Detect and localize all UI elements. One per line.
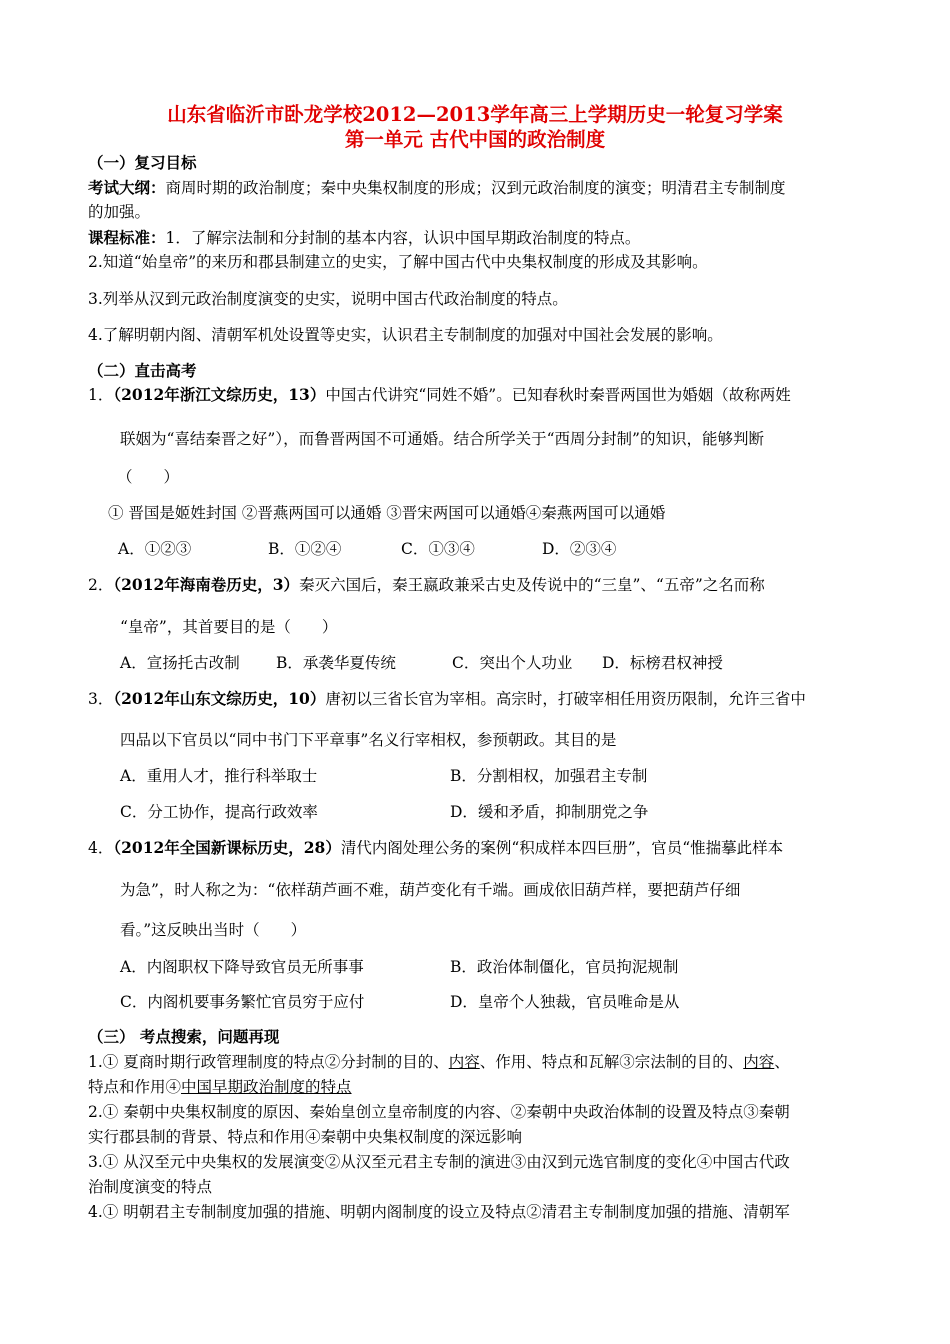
question-4-option-c[interactable]: C．内阁机要事务繁忙官员穷于应付 bbox=[120, 993, 365, 1011]
question-4-line-3: 看。”这反映出当时（ ） bbox=[120, 921, 307, 939]
unit-title: 第一单元 古代中国的政治制度 bbox=[344, 128, 606, 151]
question-4-line-1 bbox=[88, 838, 783, 858]
key-point-3-line-1: 3.① 从汉至元中央集权的发展演变②从汉至元君主专制的演进③由汉到元选官制度的变化④中国古代政 bbox=[88, 1153, 790, 1171]
question-2-option-b[interactable]: B．承袭华夏传统 bbox=[276, 654, 396, 672]
key-point-1-underline-1: 内容 bbox=[448, 1053, 480, 1071]
key-point-1-line-1 bbox=[88, 1052, 790, 1072]
question-1-text: 中国古代讲究“同姓不婚”。已知春秋时秦晋两国世为婚姻（故称两姓 bbox=[325, 386, 791, 404]
key-point-2-line-1: 2.① 秦朝中央集权制度的原因、秦始皇创立皇帝制度的内容、②秦朝中央政治体制的设置及特点③秦朝 bbox=[88, 1103, 790, 1121]
curriculum-standard-line-2: 2.知道“始皇帝”的来历和郡县制建立的史实，了解中国古代中央集权制度的形成及其影响。 bbox=[88, 253, 708, 271]
question-2-option-a[interactable]: A．宣扬托古改制 bbox=[120, 654, 240, 672]
question-4-number: 4． bbox=[88, 839, 114, 857]
question-4-source: （2012年全国新课标历史，28） bbox=[113, 838, 341, 857]
question-2-option-d[interactable]: D．标榜君权神授 bbox=[602, 654, 723, 672]
key-point-1-text-d: 特点和作用④ bbox=[88, 1078, 182, 1096]
question-1-answer-blank: （ ） bbox=[117, 468, 180, 486]
question-1-statements: ① 晋国是姬姓封国 ②晋燕两国可以通婚 ③晋宋两国可以通婚④秦燕两国可以通婚 bbox=[108, 504, 666, 522]
question-3-option-a[interactable]: A．重用人才，推行科举取士 bbox=[120, 767, 318, 785]
question-3-option-b[interactable]: B．分割相权，加强君主专制 bbox=[450, 767, 648, 785]
section-heading-exam-questions: （二）直击高考 bbox=[88, 361, 197, 380]
key-point-2-line-2: 实行郡县制的背景、特点和作用④秦朝中央集权制度的深远影响 bbox=[88, 1128, 523, 1146]
question-3-option-c[interactable]: C．分工协作，提高行政效率 bbox=[120, 803, 318, 821]
question-3-text: 唐初以三省长官为宰相。高宗时，打破宰相任用资历限制，允许三省中 bbox=[325, 690, 806, 708]
question-2-number: 2． bbox=[88, 576, 114, 594]
curriculum-standard-line-3: 3.列举从汉到元政治制度演变的史实，说明中国古代政治制度的特点。 bbox=[88, 290, 568, 308]
key-point-1-line-2 bbox=[88, 1077, 352, 1097]
question-1-number: 1． bbox=[88, 386, 114, 404]
question-2-line-1 bbox=[88, 575, 765, 595]
exam-outline-text: 商周时期的政治制度；秦中央集权制度的形成；汉到元政治制度的演变；明清君主专制制度 bbox=[165, 179, 786, 197]
question-3-source: （2012年山东文综历史，10） bbox=[113, 689, 326, 708]
curriculum-standard-line-4: 4.了解明朝内阁、清朝军机处设置等史实，认识君主专制制度的加强对中国社会发展的影响。 bbox=[88, 326, 723, 344]
curriculum-standard-text: 1．了解宗法制和分封制的基本内容，认识中国早期政治制度的特点。 bbox=[165, 229, 641, 247]
question-3-line-2: 四品以下官员以“同中书门下平章事”名义行宰相权，参预朝政。其目的是 bbox=[120, 731, 617, 749]
question-1-line-2: 联姻为“喜结秦晋之好”），而鲁晋两国不可通婚。结合所学关于“西周分封制”的知识，能够判断 bbox=[120, 430, 764, 448]
key-point-4-line-1: 4.① 明朝君主专制制度加强的措施、明朝内阁制度的设立及特点②清君主专制制度加强的措施、清朝军 bbox=[88, 1203, 790, 1221]
question-1-option-c[interactable]: C．①③④ bbox=[401, 540, 475, 558]
question-1-line-1 bbox=[88, 385, 791, 405]
question-4-option-b[interactable]: B．政治体制僵化，官员拘泥规制 bbox=[450, 958, 679, 976]
key-point-1-text-a: 1.① 夏商时期行政管理制度的特点②分封制的目的、 bbox=[88, 1053, 449, 1071]
exam-outline-label: 考试大纲： bbox=[88, 178, 166, 197]
question-3-line-1 bbox=[88, 689, 806, 709]
question-4-text: 清代内阁处理公务的案例“积成样本四巨册”，官员“惟揣摹此样本 bbox=[340, 839, 784, 857]
question-4-option-d[interactable]: D．皇帝个人独裁，官员唯命是从 bbox=[450, 993, 680, 1011]
curriculum-standard-label: 课程标准： bbox=[88, 228, 166, 247]
section-heading-review-goals: （一）复习目标 bbox=[88, 153, 197, 172]
question-1-option-a[interactable]: A．①②③ bbox=[118, 540, 192, 558]
question-3-option-d[interactable]: D．缓和矛盾，抑制朋党之争 bbox=[450, 803, 649, 821]
question-4-line-2: 为急”，时人称之为：“依样葫芦画不难，葫芦变化有千端。画成依旧葫芦样，要把葫芦仔细 bbox=[120, 881, 741, 899]
key-point-1-text-c: 、 bbox=[774, 1053, 790, 1071]
key-point-1-underline-2: 内容 bbox=[743, 1053, 775, 1071]
question-1-option-b[interactable]: B．①②④ bbox=[268, 540, 342, 558]
question-1-option-d[interactable]: D．②③④ bbox=[542, 540, 617, 558]
question-3-number: 3． bbox=[88, 690, 114, 708]
question-4-option-a[interactable]: A．内阁职权下降导致官员无所事事 bbox=[120, 958, 364, 976]
document-title: 山东省临沂市卧龙学校2012—2013学年高三上学期历史一轮复习学案 bbox=[167, 103, 783, 126]
question-2-text: 秦灭六国后，秦王嬴政兼采古史及传说中的“三皇”、“五帝”之名而称 bbox=[299, 576, 765, 594]
question-1-source: （2012年浙江文综历史，13） bbox=[113, 385, 326, 404]
section-heading-key-points: （三） 考点搜索，问题再现 bbox=[88, 1027, 280, 1046]
key-point-1-text-b: 、作用、特点和瓦解③宗法制的目的、 bbox=[479, 1053, 744, 1071]
exam-outline-line-2: 的加强。 bbox=[88, 203, 151, 221]
key-point-3-line-2: 治制度演变的特点 bbox=[88, 1178, 213, 1196]
curriculum-standard-line-1 bbox=[88, 228, 640, 248]
exam-outline-line-1 bbox=[88, 178, 786, 198]
question-2-line-2: “皇帝”，其首要目的是（ ） bbox=[120, 618, 338, 636]
question-2-source: （2012年海南卷历史，3） bbox=[113, 575, 300, 594]
key-point-1-underline-3: 中国早期政治制度的特点 bbox=[181, 1078, 352, 1096]
question-2-option-c[interactable]: C．突出个人功业 bbox=[452, 654, 573, 672]
